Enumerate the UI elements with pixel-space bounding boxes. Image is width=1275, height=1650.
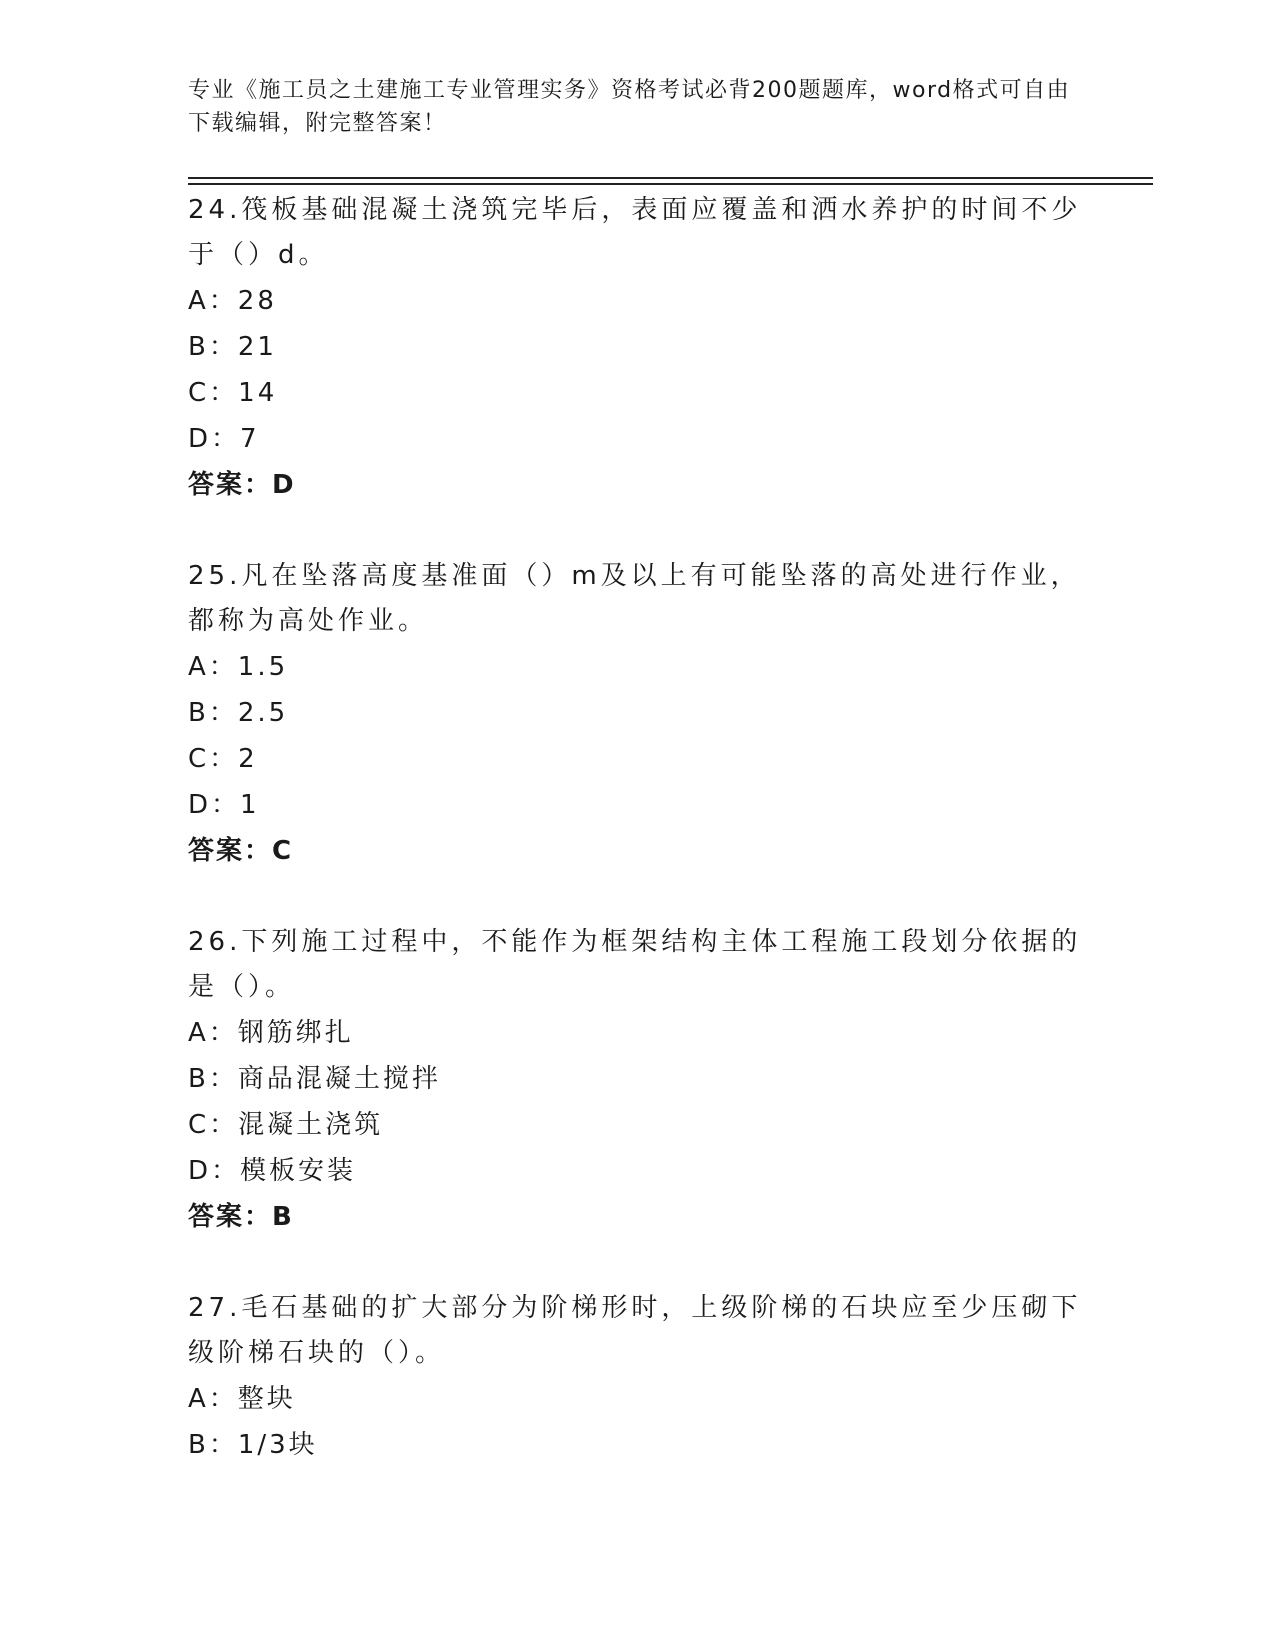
option-c: C：14 bbox=[188, 378, 278, 408]
question-25 bbox=[188, 554, 1088, 874]
header-divider-line bbox=[188, 177, 1153, 179]
option-d: D：7 bbox=[188, 424, 260, 454]
question-stem: 26.下列施工过程中，不能作为框架结构主体工程施工段划分依据的是（）。 bbox=[188, 927, 1082, 1002]
question-stem: 27.毛石基础的扩大部分为阶梯形时，上级阶梯的石块应至少压砌下级阶梯石块的（）。 bbox=[188, 1293, 1082, 1368]
document-header: 专业《施工员之土建施工专业管理实务》资格考试必背200题题库，word格式可自由下载编辑，附完整答案！ bbox=[188, 78, 1071, 136]
answer: 答案：B bbox=[188, 1202, 294, 1232]
header-divider-line-double bbox=[188, 183, 1153, 185]
option-d: D：1 bbox=[188, 790, 260, 820]
question-24 bbox=[188, 188, 1088, 508]
option-a: A：28 bbox=[188, 286, 277, 316]
question-26 bbox=[188, 920, 1088, 1240]
question-27 bbox=[188, 1286, 1088, 1468]
option-b: B：1/3块 bbox=[188, 1430, 318, 1460]
option-b: B：商品混凝土搅拌 bbox=[188, 1064, 441, 1094]
option-b: B：21 bbox=[188, 332, 277, 362]
option-a: A：1.5 bbox=[188, 652, 289, 682]
answer: 答案：C bbox=[188, 836, 294, 866]
option-c: C：混凝土浇筑 bbox=[188, 1110, 384, 1140]
answer: 答案：D bbox=[188, 470, 296, 500]
option-a: A：钢筋绑扎 bbox=[188, 1018, 354, 1048]
option-c: C：2 bbox=[188, 744, 258, 774]
question-stem: 25.凡在坠落高度基准面（）m及以上有可能坠落的高处进行作业，都称为高处作业。 bbox=[188, 561, 1081, 636]
option-b: B：2.5 bbox=[188, 698, 289, 728]
option-a: A：整块 bbox=[188, 1384, 296, 1414]
option-d: D：模板安装 bbox=[188, 1156, 357, 1186]
question-stem: 24.筏板基础混凝土浇筑完毕后，表面应覆盖和洒水养护的时间不少于（）d。 bbox=[188, 195, 1082, 270]
